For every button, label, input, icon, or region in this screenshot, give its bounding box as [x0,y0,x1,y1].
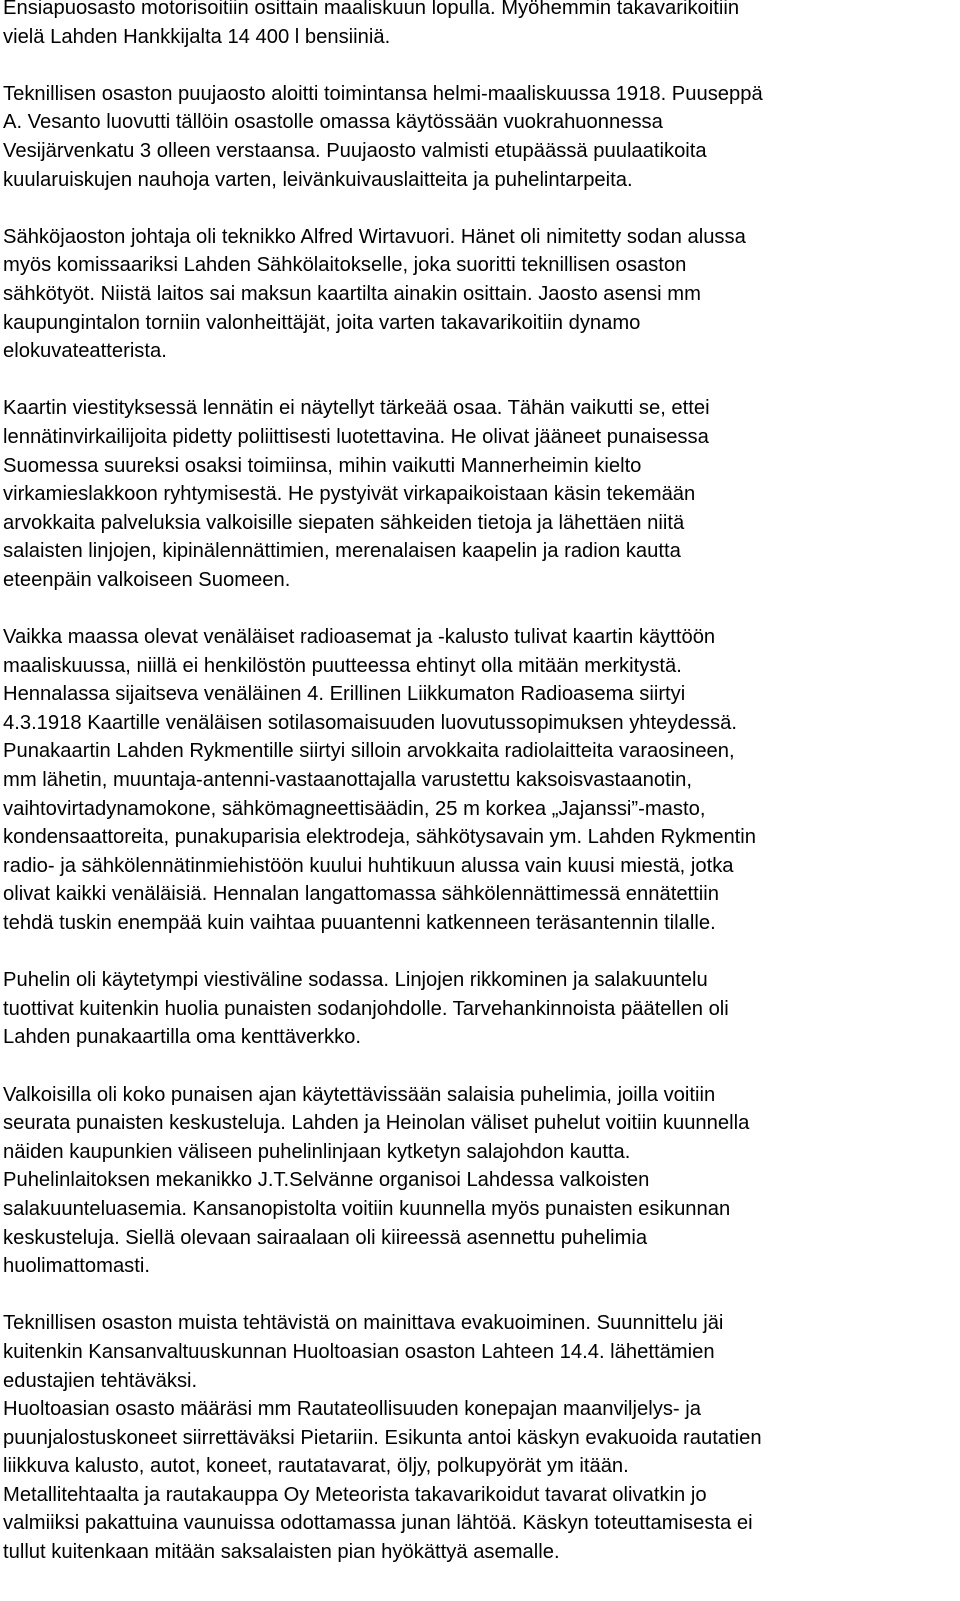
text-line: kuitenkin Kansanvaltuuskunnan Huoltoasian osaston Lahteen 14.4. lähettämien [3,1340,715,1363]
text-line: tullut kuitenkaan mitään saksalaisten pian hyökättyä asemalle. [3,1541,560,1564]
paragraph-gap [3,1281,953,1310]
text-line: keskusteluja. Siellä olevaan sairaalaan oli kiireessä asennettu puhelimia [3,1226,648,1249]
text-line: radio- ja sähkölennätinmiehistöön kuului huhtikuun alussa vain kuusi miestä, jotka [3,854,734,877]
text-line: Puhelinlaitoksen mekanikko J.T.Selvänne organisoi Lahdessa valkoisten [3,1169,650,1192]
text-line: Sähköjaoston johtaja oli teknikko Alfred Wirtavuori. Hänet oli nimitetty sodan alussa [3,225,746,248]
text-line: A. Vesanto luovutti tällöin osastolle omassa käytössään vuokrahuonnessa [3,111,663,134]
paragraph-evacuation [3,1309,953,1566]
paragraph-electric-section [3,223,953,366]
text-line: Suomessa suureksi osaksi toimiinsa, mihin vaikutti Mannerheimin kielto [3,454,642,477]
text-line: Lahden punakaartilla oma kenttäverkko. [3,1026,361,1049]
paragraph-wiretapping [3,1081,953,1281]
text-line: Huoltoasian osasto määräsi mm Rautateollisuuden konepajan maanviljelys- ja [3,1398,701,1421]
text-line: Vesijärvenkatu 3 olleen verstaansa. Puujaosto valmisti etupäässä puulaatikoita [3,139,707,162]
paragraph-telephone [3,966,953,1052]
paragraph-gap [3,366,953,395]
text-line: vielä Lahden Hankkijalta 14 400 l bensiiniä. [3,25,391,48]
text-line: edustajien tehtäväksi. [3,1369,198,1392]
text-line: Valkoisilla oli koko punaisen ajan käytettävissään salaisia puhelimia, joilla voitiin [3,1083,716,1106]
text-line: eteenpäin valkoiseen Suomeen. [3,568,291,591]
text-line: virkamieslakkoon ryhtymisestä. He pystyivät virkapaikoistaan käsin tekemään [3,483,696,506]
text-line: huolimattomasti. [3,1255,150,1278]
text-line: lennätinvirkailijoita pidetty poliittisesti luotettavina. He olivat jääneet punaisessa [3,425,709,448]
paragraph-telegraph [3,394,953,594]
text-line: näiden kaupunkien väliseen puhelinlinjaan kytketyn salajohdon kautta. [3,1140,631,1163]
text-line: arvokkaita palveluksia valkoisille siepaten sähkeiden tietoja ja lähettäen niitä [3,511,685,534]
paragraph-gap [3,594,953,623]
paragraph-gap [3,51,953,80]
text-line: maaliskuussa, niillä ei henkilöstön puutteessa ehtinyt olla mitään merkitystä. [3,654,682,677]
text-line: salaisten linjojen, kipinälennättimien, merenalaisen kaapelin ja radion kautta [3,540,681,563]
text-line: kaupungintalon torniin valonheittäjät, joita varten takavarikoitiin dynamo [3,311,641,334]
text-line: liikkuva kalusto, autot, koneet, rautatavarat, öljy, polkupyörät ym itään. [3,1455,629,1478]
paragraph-radio [3,623,953,938]
text-line: Kaartin viestityksessä lennätin ei näytellyt tärkeää osaa. Tähän vaikutti se, ettei [3,397,710,420]
text-line: Teknillisen osaston muista tehtävistä on mainittava evakuoiminen. Suunnittelu jäi [3,1312,724,1335]
text-line: sähkötyöt. Niistä laitos sai maksun kaartilta ainakin osittain. Jaosto asensi mm [3,282,701,305]
text-line: Puhelin oli käytetympi viestiväline sodassa. Linjojen rikkominen ja salakuuntelu [3,969,708,992]
text-line: kondensaattoreita, punakuparisia elektrodeja, sähkötysavain ym. Lahden Rykmentin [3,826,756,849]
text-line: valmiiksi pakattuina vaunuissa odottamassa junan lähtöä. Käskyn toteuttamisesta ei [3,1512,753,1535]
text-line: myös komissaariksi Lahden Sähkölaitokselle, joka suoritti teknillisen osaston [3,254,687,277]
paragraph-gap [3,194,953,223]
text-line: Ensiapuosasto motorisoitiin osittain maaliskuun lopulla. Myöhemmin takavarikoitiin [3,0,740,19]
text-line: salakuunteluasemia. Kansanopistolta voitiin kuunnella myös punaisten esikunnan [3,1197,731,1220]
text-line: seurata punaisten keskusteluja. Lahden ja Heinolan väliset puhelut voitiin kuunnella [3,1112,750,1135]
document-page [3,0,953,1567]
text-line: Teknillisen osaston puujaosto aloitti toimintansa helmi-maaliskuussa 1918. Puuseppä [3,82,763,105]
paragraph-gap [3,938,953,967]
text-line: Vaikka maassa olevat venäläiset radioasemat ja -kalusto tulivat kaartin käyttöön [3,626,716,649]
text-line: kuularuiskujen nauhoja varten, leivänkuivauslaitteita ja puhelintarpeita. [3,168,633,191]
text-line: puunjalostuskoneet siirrettäväksi Pietariin. Esikunta antoi käskyn evakuoida rautatien [3,1426,762,1449]
text-line: tuottivat kuitenkin huolia punaisten sodanjohdolle. Tarvehankinnoista päätellen oli [3,997,729,1020]
text-line: tehdä tuskin enempää kuin vaihtaa puuantenni katkenneen teräsantennin tilalle. [3,912,716,934]
text-line: elokuvateatterista. [3,340,167,363]
text-line: 4.3.1918 Kaartille venäläisen sotilasomaisuuden luovutussopimuksen yhteydessä. [3,711,737,734]
text-line: Hennalassa sijaitseva venäläinen 4. Erillinen Liikkumaton Radioasema siirtyi [3,683,686,706]
text-line: Punakaartin Lahden Rykmentille siirtyi silloin arvokkaita radiolaitteita varaosineen, [3,740,735,763]
paragraph-gap [3,1052,953,1081]
paragraph-wood-section [3,80,953,194]
text-line: mm lähetin, muuntaja-antenni-vastaanottajalla varustettu kaksoisvastaanotin, [3,769,692,792]
text-line: vaihtovirtadynamokone, sähkömagneettisäädin, 25 m korkea „Jajanssi”-masto, [3,797,706,820]
text-line: Metallitehtaalta ja rautakauppa Oy Meteorista takavarikoidut tavarat olivatkin jo [3,1483,707,1506]
text-line: olivat kaikki venäläisiä. Hennalan langattomassa sähkölennättimessä ennätettiin [3,883,719,906]
paragraph-fuel [3,0,953,51]
